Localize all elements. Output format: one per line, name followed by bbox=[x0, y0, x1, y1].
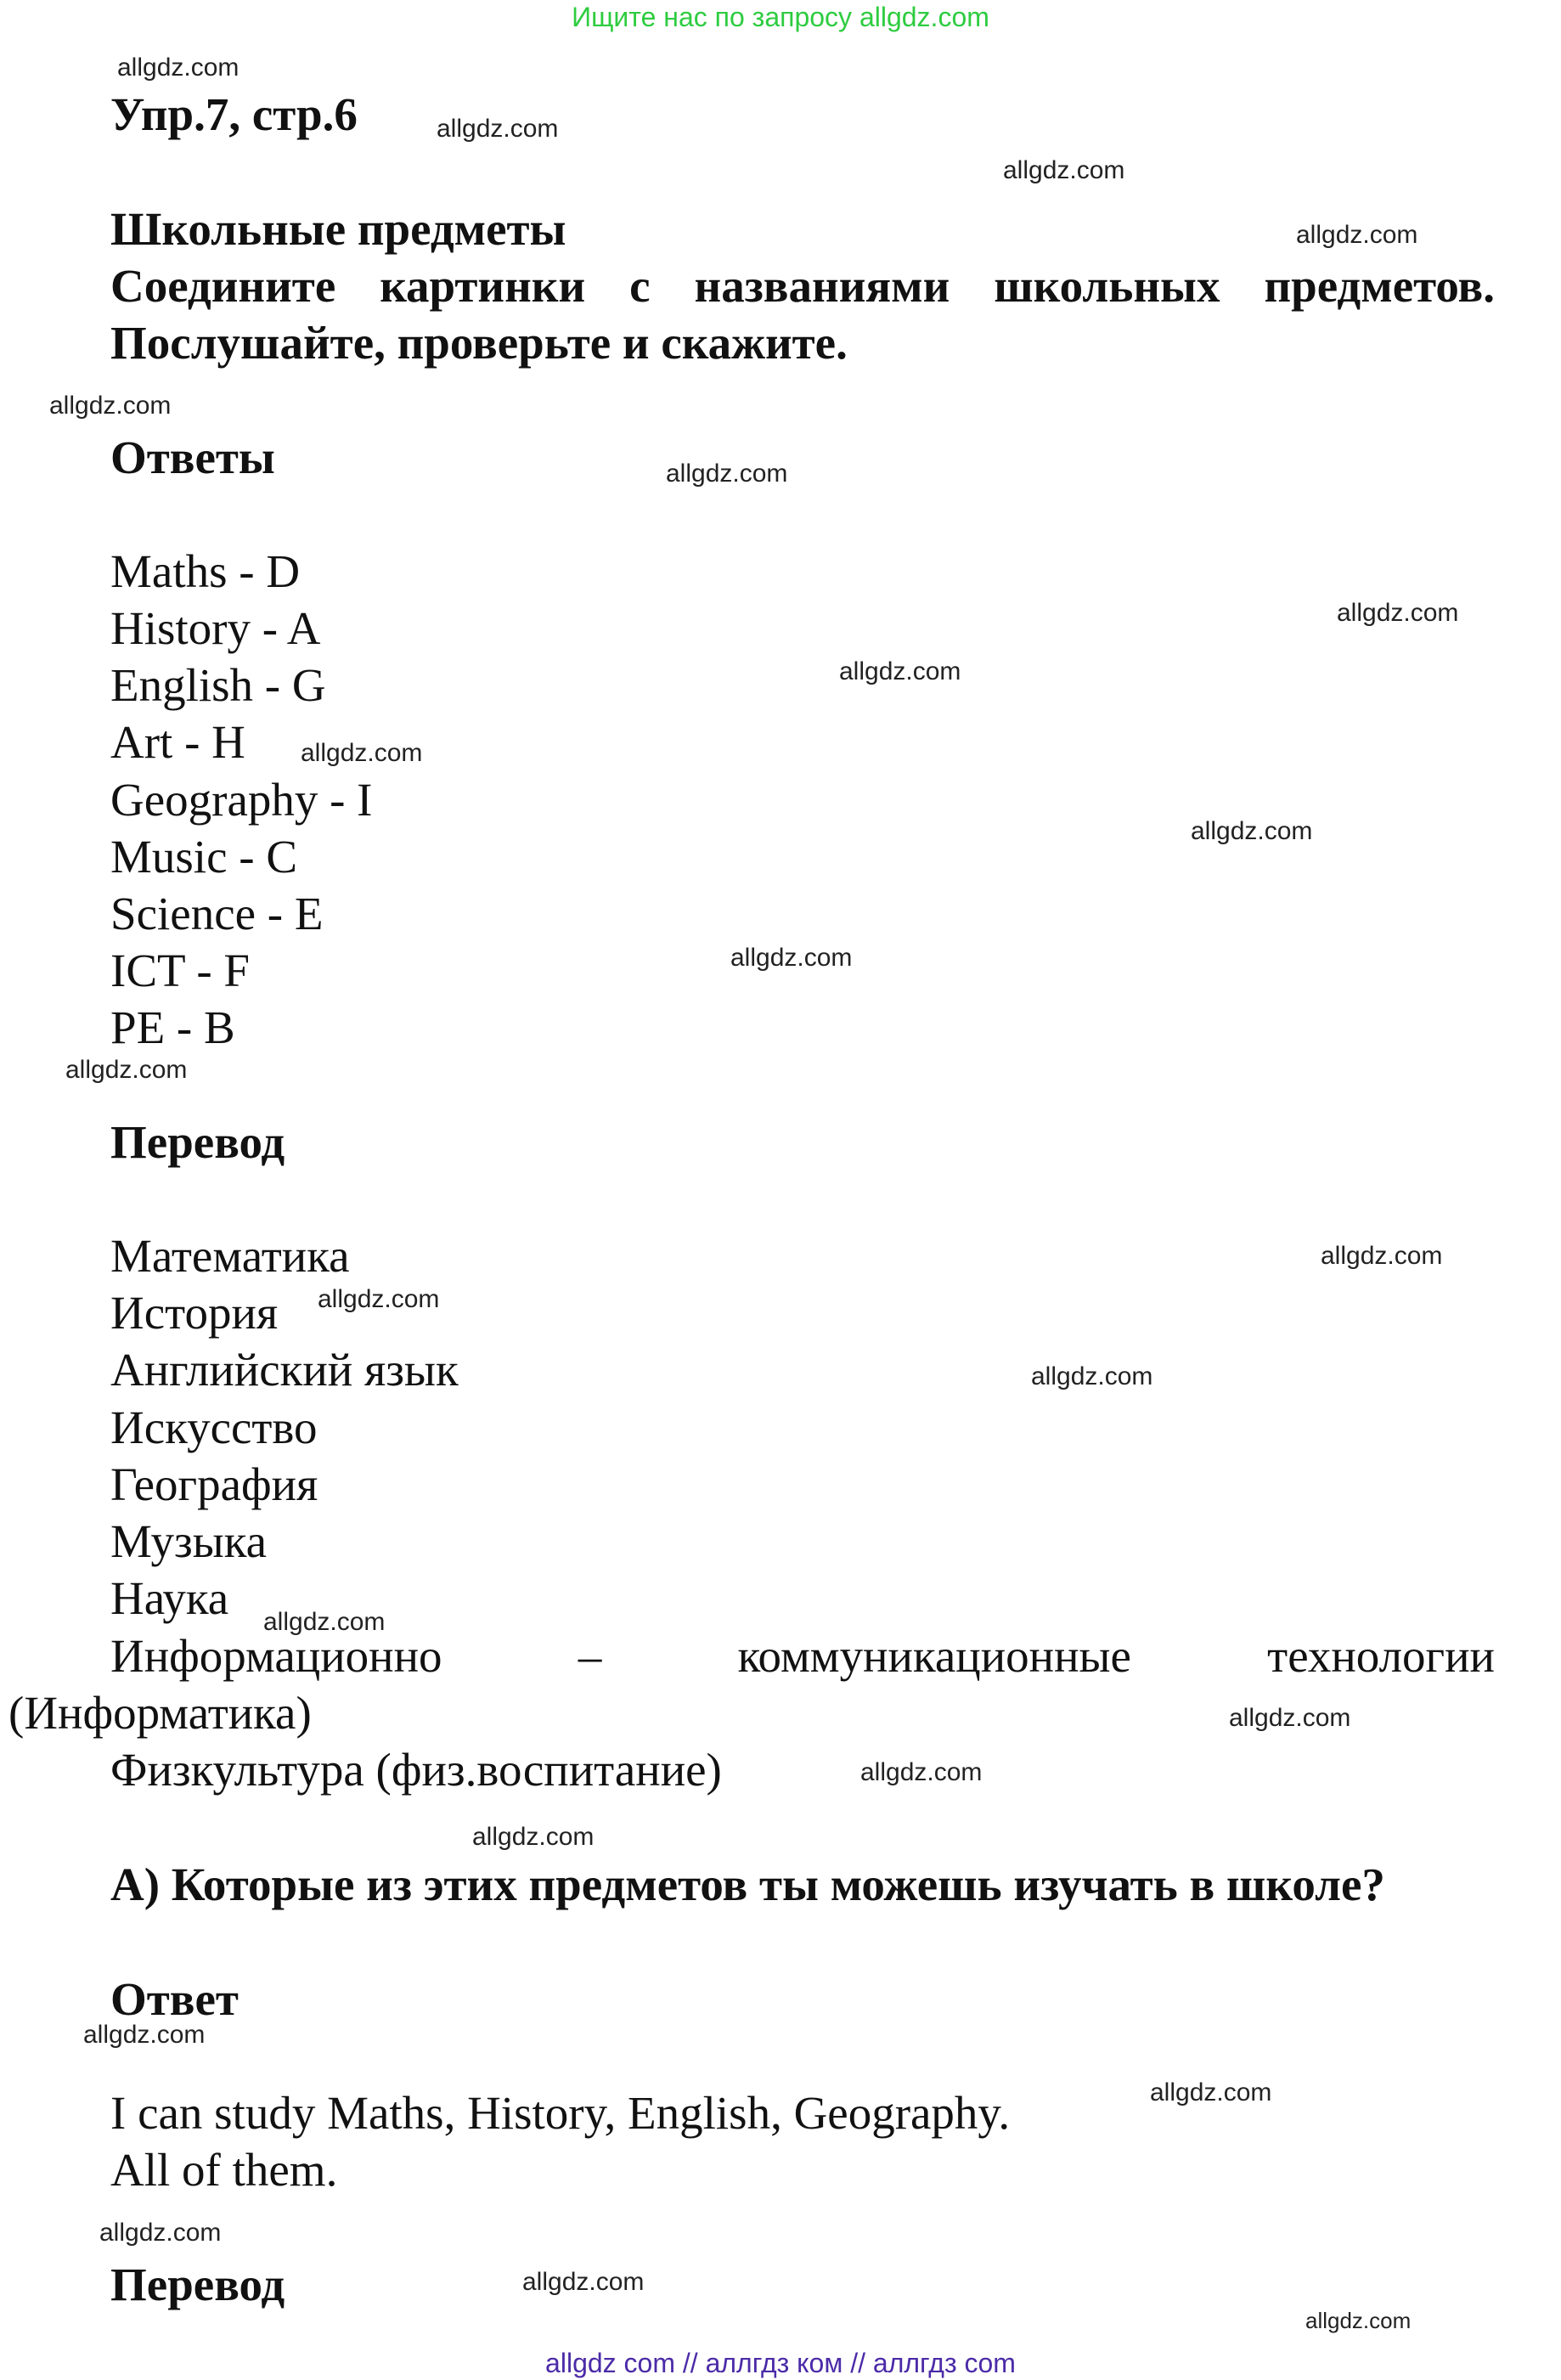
instruction-line-1 bbox=[110, 258, 1495, 314]
ict-translation-line-2: (Информатика) bbox=[8, 1687, 312, 1739]
instruction-word: школьных bbox=[994, 260, 1220, 312]
watermark: allgdz.com bbox=[437, 115, 559, 143]
question-a: А) Которые из этих предметов ты можешь изучать в школе? bbox=[110, 1858, 1385, 1910]
answer-item: History - A bbox=[110, 602, 321, 654]
watermark: allgdz.com bbox=[472, 1823, 595, 1851]
footer-links: allgdz com // аллгдз ком // аллгдз com bbox=[545, 2348, 1016, 2378]
answer-item: Science - E bbox=[110, 888, 324, 939]
top-banner: Ищите нас по запросу allgdz.com bbox=[572, 2, 989, 32]
answer-item: English - G bbox=[110, 659, 326, 711]
answer-item: Geography - I bbox=[110, 774, 373, 826]
answer-item: Art - H bbox=[110, 716, 245, 768]
watermark: allgdz.com bbox=[318, 1285, 440, 1313]
watermark: allgdz.com bbox=[83, 2021, 206, 2049]
answer-item: Maths - D bbox=[110, 545, 301, 597]
instruction-line-2: Послушайте, проверьте и скажите. bbox=[110, 317, 848, 369]
watermark: allgdz.com bbox=[1003, 156, 1125, 184]
watermark: allgdz.com bbox=[1031, 1362, 1153, 1390]
instruction-word: названиями bbox=[694, 260, 950, 312]
watermark: allgdz.com bbox=[263, 1608, 386, 1636]
watermark: allgdz.com bbox=[1305, 2308, 1412, 2333]
watermark: allgdz.com bbox=[65, 1056, 188, 1084]
ict-word: Информационно bbox=[110, 1630, 442, 1682]
translation-item: Английский язык bbox=[110, 1344, 459, 1396]
translation-item: История bbox=[110, 1287, 279, 1339]
ict-word: технологии bbox=[1267, 1630, 1495, 1682]
answer-line: I can study Maths, History, English, Geography. bbox=[110, 2087, 1011, 2139]
watermark: allgdz.com bbox=[49, 392, 172, 420]
ict-word: коммуникационные bbox=[737, 1630, 1131, 1682]
translation-item: Математика bbox=[110, 1230, 350, 1282]
section-title: Школьные предметы bbox=[110, 203, 566, 255]
watermark: allgdz.com bbox=[1337, 599, 1459, 627]
answer-heading: Ответ bbox=[110, 1973, 239, 2025]
translation-item: Музыка bbox=[110, 1515, 268, 1567]
instruction-word: Соедините bbox=[110, 260, 336, 312]
watermark: allgdz.com bbox=[1229, 1704, 1351, 1732]
watermark: allgdz.com bbox=[730, 944, 853, 972]
instruction-word: с bbox=[629, 260, 651, 312]
translation-heading-2: Перевод bbox=[110, 2259, 285, 2310]
watermark: allgdz.com bbox=[666, 460, 788, 488]
answers-heading: Ответы bbox=[110, 431, 275, 483]
watermark: allgdz.com bbox=[860, 1758, 983, 1786]
watermark: allgdz.com bbox=[522, 2268, 645, 2296]
instruction-word: предметов. bbox=[1264, 260, 1495, 312]
translation-heading: Перевод bbox=[110, 1116, 285, 1168]
watermark: allgdz.com bbox=[117, 54, 240, 82]
watermark: allgdz.com bbox=[1150, 2078, 1272, 2106]
answer-item: Music - C bbox=[110, 831, 297, 883]
instruction-word: картинки bbox=[380, 260, 586, 312]
translation-item: Наука bbox=[110, 1572, 229, 1624]
answer-item: PE - B bbox=[110, 1001, 235, 1053]
watermark: allgdz.com bbox=[1191, 817, 1313, 845]
watermark: allgdz.com bbox=[301, 739, 423, 767]
answer-item: ICT - F bbox=[110, 945, 251, 996]
pe-translation: Физкультура (физ.воспитание) bbox=[110, 1744, 722, 1796]
watermark: allgdz.com bbox=[99, 2219, 222, 2247]
exercise-title: Упр.7, стр.6 bbox=[110, 88, 358, 140]
ict-word: – bbox=[578, 1630, 602, 1682]
translation-item: Искусство bbox=[110, 1401, 318, 1453]
watermark: allgdz.com bbox=[839, 657, 961, 685]
answer-line: All of them. bbox=[110, 2144, 338, 2196]
watermark: allgdz.com bbox=[1321, 1242, 1443, 1270]
translation-item: География bbox=[110, 1458, 318, 1510]
watermark: allgdz.com bbox=[1296, 221, 1418, 249]
